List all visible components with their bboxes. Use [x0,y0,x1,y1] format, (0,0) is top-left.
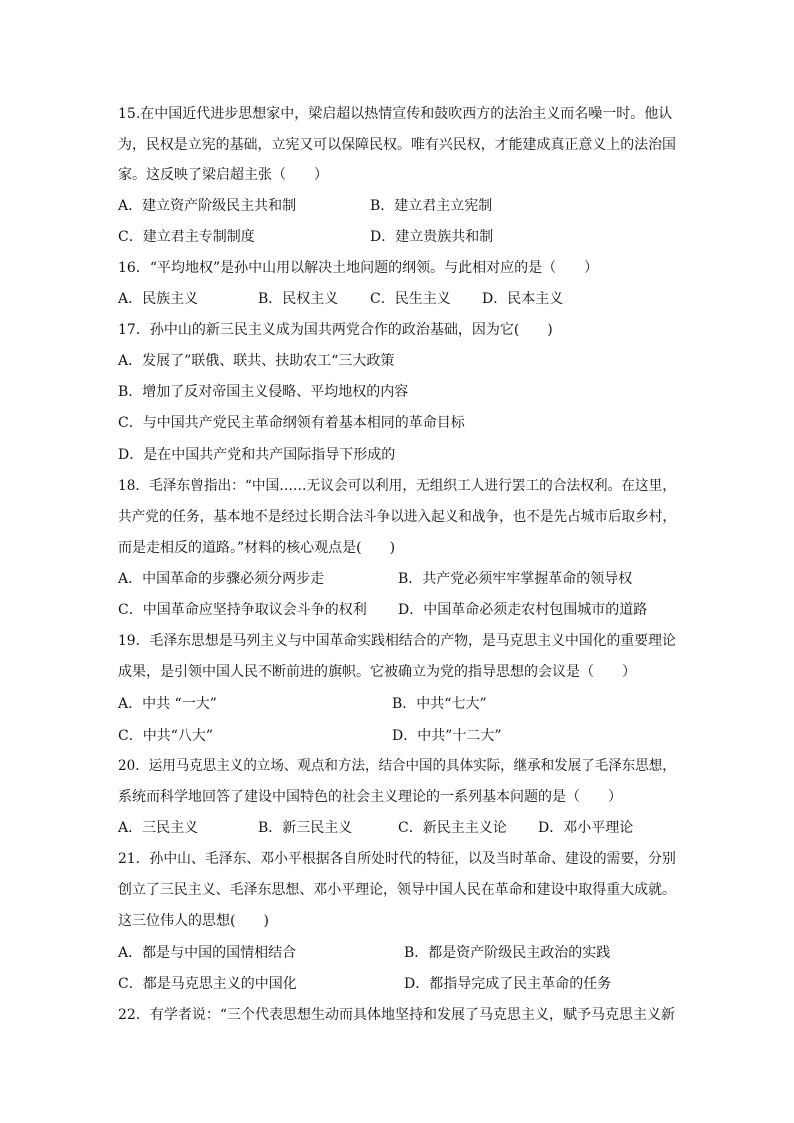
question-20-option-a: A．三民主义 [118,820,199,836]
question-18-option-a: A．中国革命的步骤必须分两步走 [118,571,325,587]
question-15-option-b: B．建立君主立宪制 [370,198,493,214]
question-17-option-a: A．发展了”联俄、联共、扶助农工“三大政策 [118,353,395,369]
question-19-option-d: D．中共”十二大” [392,728,502,744]
question-18-line-2: 共产党的任务，基本地不是经过长期合法斗争以进入起义和战争，也不是先占城市后取乡村， [118,509,676,525]
question-17-option-c: C．与中国共产党民主革命纲领有着基本相同的革命目标 [118,415,465,431]
question-21-option-b: B．都是资产阶级民主政治的实践 [404,945,611,961]
question-19-option-c: C．中共“八大” [118,728,214,744]
question-20-option-b: B．新三民主义 [258,820,353,836]
question-16-option-d: D．民本主义 [482,291,564,307]
question-20-option-c: C．新民主主义论 [398,820,507,836]
question-22-line-1: 22．有学者说：“三个代表思想生动而具体地坚持和发展了马克思主义，赋予马克思主义新 [118,1007,675,1023]
question-18-option-c: C．中国革命应坚持争取议会斗争的权利 [118,602,367,618]
question-16-option-a: A．民族主义 [118,291,199,307]
question-18-line-3: 而是走相反的道路。”材料的核心观点是( ) [118,540,396,556]
question-16-line-1: 16．“平均地权”是孙中山用以解决土地问题的纲领。与此相对应的是（ ） [118,260,599,276]
question-21-option-c: C．都是马克思主义的中国化 [118,976,297,992]
question-17-line-1: 17．孙中山的新三民主义成为国共两党合作的政治基础，因为它( ) [118,322,553,338]
question-17-option-b: B．增加了反对帝国主义侵略、平均地权的内容 [118,384,409,400]
question-21-option-a: A．都是与中国的国情相结合 [118,945,297,961]
question-20-option-d: D．邓小平理论 [538,820,634,836]
question-18-option-b: B．共产党必须牢牢掌握革命的领导权 [398,571,633,587]
question-15-line-1: 15.在中国近代进步思想家中，梁启超以热情宣传和鼓吹西方的法治主义而名噪一时。他认 [118,106,673,122]
question-20-line-1: 20．运用马克思主义的立场、观点和方法，结合中国的具体实际，继承和发展了毛泽东思想， [118,758,676,774]
question-15-line-2: 为，民权是立宪的基础，立宪又可以保障民权。唯有兴民权，才能建成真正意义上的法治国 [118,137,676,153]
question-18-option-d: D．中国革命必须走农村包围城市的道路 [398,602,648,618]
question-15-option-a: A．建立资产阶级民主共和制 [118,198,297,214]
question-19-line-2: 成果，是引领中国人民不断前进的旗帜。它被确立为党的指导思想的会议是（ ） [118,664,636,680]
question-21-option-d: D．都指导完成了民主革命的任务 [404,976,612,992]
question-21-line-3: 这三位伟人的思想( ) [118,913,269,929]
question-15-option-c: C．建立君主专制制度 [118,229,255,245]
question-18-line-1: 18．毛泽东曾指出：“中国……无议会可以利用，无组织工人进行罢工的合法权利。在这里， [118,478,676,494]
question-19-line-1: 19．毛泽东思想是马列主义与中国革命实践相结合的产物，是马克思主义中国化的重要理论 [118,633,676,649]
question-19-option-b: B．中共“七大” [392,696,487,712]
question-15-option-d: D．建立贵族共和制 [370,229,494,245]
question-21-line-2: 创立了三民主义、毛泽东思想、邓小平理论，领导中国人民在革命和建设中取得重大成就。 [118,882,676,898]
question-20-line-2: 系统而科学地回答了建设中国特色的社会主义理论的一系列基本问题的是（ ） [118,789,622,805]
question-19-option-a: A．中共 “一大” [118,696,217,712]
question-15-line-3: 家。这反映了梁启超主张（ ） [118,167,328,183]
question-16-option-b: B．民权主义 [258,291,339,307]
question-21-line-1: 21．孙中山、毛泽东、邓小平根据各自所处时代的特征，以及当时革命、建设的需要，分别 [118,851,676,867]
question-16-option-c: C．民生主义 [370,291,451,307]
question-17-option-d: D．是在中国共产党和共产国际指导下形成的 [118,447,396,463]
